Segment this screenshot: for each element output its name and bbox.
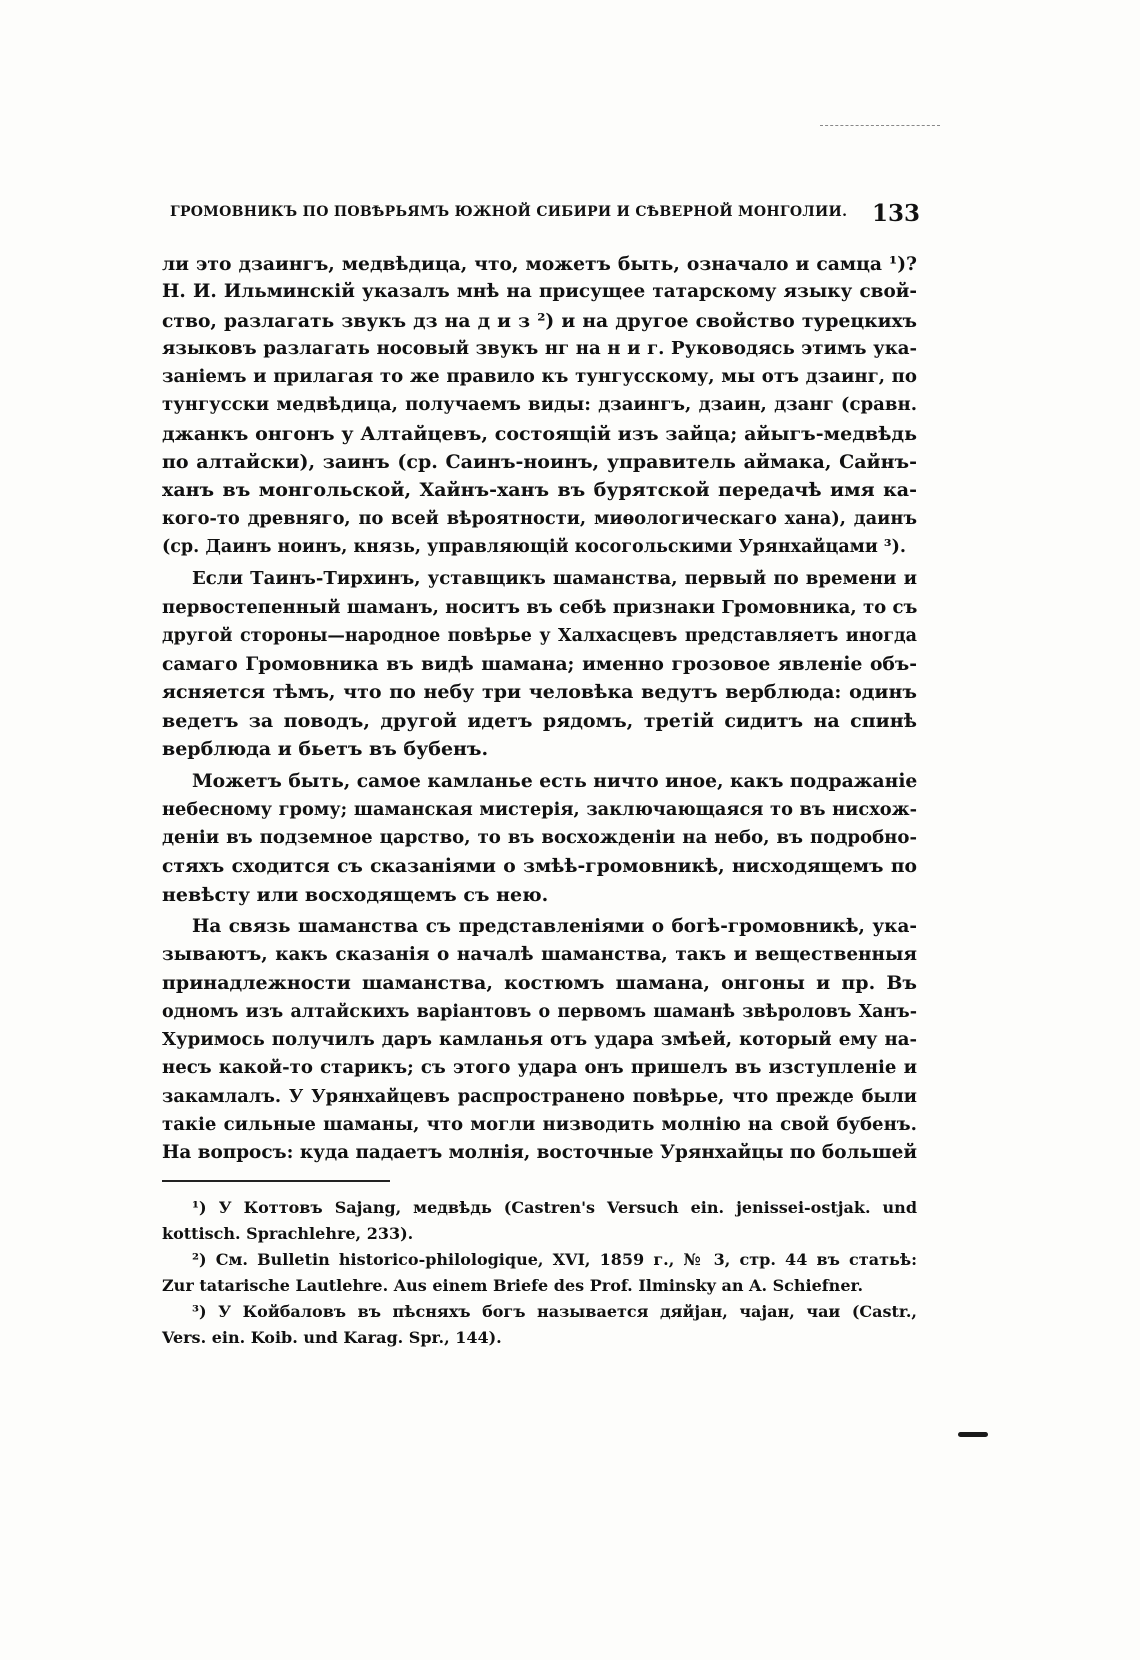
footnote-line: Zur tatarische Lautlehre. Aus einem Briefe des Prof. Ilminsky an A. Schiefner. <box>162 1276 864 1295</box>
text-line: заніемъ и прилагая то же правило къ тунгусскому, мы отъ дзаинг, по <box>162 366 917 388</box>
text-line: деніи въ подземное царство, то въ восхожденіи на небо, въ подробно- <box>162 826 917 848</box>
text-line: другой стороны—народное повѣрье у Халхасцевъ представляетъ иногда <box>162 625 917 646</box>
ink-mark <box>958 1432 988 1437</box>
text-line: Хуримось получилъ даръ камланья отъ удара змѣей, который ему на- <box>162 1029 917 1051</box>
footnote-line: ³) У Койбаловъ въ пѣсняхъ богъ называется дяйјан, чајан, чаи (Castr., <box>192 1302 917 1321</box>
text-line: самаго Громовника въ видѣ шамана; именно грозовое явленіе объ- <box>162 653 917 676</box>
footnote-line: ²) См. Bulletin historico-philologique, XVI, 1859 г., № 3, стр. 44 въ статьѣ: <box>192 1250 917 1269</box>
text-line: языковъ разлагать носовый звукъ нг на н и г. Руководясь этимъ ука- <box>162 337 917 359</box>
page-number: 133 <box>871 200 920 227</box>
text-line: На связь шаманства съ представленіями о богѣ-громовникѣ, ука- <box>192 915 917 937</box>
text-line: Если Таинъ-Тирхинъ, уставщикъ шаманства, первый по времени и <box>192 568 917 590</box>
text-line: На вопросъ: куда падаетъ молнія, восточные Урянхайцы по большей <box>162 1142 918 1164</box>
text-line: ясняется тѣмъ, что по небу три человѣка ведутъ верблюда: одинъ <box>162 681 917 704</box>
scan-artifact <box>820 125 940 128</box>
text-line: Н. И. Ильминскій указалъ мнѣ на присущее татарскому языку свой- <box>162 281 917 303</box>
text-line: ханъ въ монгольской, Хайнъ-ханъ въ бурятской передачѣ имя ка- <box>162 479 917 502</box>
text-line: джанкъ онгонъ у Алтайцевъ, состоящій изъ зайца; айыгъ-медвѣдь <box>162 422 917 445</box>
text-line: стяхъ сходится съ сказаніями о змѣѣ-громовникѣ, нисходящемъ по <box>162 855 917 878</box>
text-line: первостепенный шаманъ, носитъ въ себѣ признаки Громовника, то съ <box>162 596 918 618</box>
text-line: закамлалъ. У Урянхайцевъ распространено повѣрье, что прежде были <box>162 1085 917 1107</box>
footnote-line: kottisch. Sprachlehre, 233). <box>162 1224 414 1243</box>
text-line: ли это дзаингъ, медвѣдица, что, можетъ быть, означало и самца ¹)? <box>162 253 917 275</box>
text-line: верблюда и бьетъ въ бубенъ. <box>162 738 489 761</box>
text-line: одномъ изъ алтайскихъ варіантовъ о первомъ шаманѣ звѣроловъ Ханъ- <box>162 1001 917 1022</box>
text-line: небесному грому; шаманская мистерія, заключающаяся то въ нисхож- <box>162 798 917 820</box>
text-line: невѣсту или восходящемъ съ нею. <box>162 883 549 906</box>
footnote-line: Vers. ein. Koib. und Karag. Spr., 144). <box>162 1328 502 1347</box>
text-line: Можетъ быть, самое камланье есть ничто иное, какъ подражаніе <box>192 770 918 793</box>
text-line: ство, разлагать звукъ дз на д и з ²) и на другое свойство турецкихъ <box>162 309 917 332</box>
running-title: ГРОМОВНИКЪ ПО ПОВѢРЬЯМЪ ЮЖНОЙ СИБИРИ И СѢВЕРНОЙ МОНГОЛИИ. <box>170 204 848 220</box>
text-line: принадлежности шаманства, костюмъ шамана, онгоны и пр. Въ <box>162 972 917 995</box>
text-line: зываютъ, какъ сказанія о началѣ шаманства, такъ и вещественныя <box>162 944 917 966</box>
text-line: несъ какой-то старикъ; съ этого удара онъ пришелъ въ изступленіе и <box>162 1057 917 1079</box>
text-line: (ср. Даинъ ноинъ, князь, управляющій косогольскими Урянхайцами ³). <box>162 536 906 557</box>
text-line: кого-то древняго, по всей вѣроятности, миѳологическаго хана), даинъ <box>162 507 917 529</box>
text-line: такіе сильные шаманы, что могли низводить молнію на свой бубенъ. <box>162 1113 917 1135</box>
footnote-divider <box>162 1180 390 1182</box>
footnotes <box>162 1195 917 1351</box>
footnote-line: ¹) У Коттовъ Sajang, медвѣдь (Castren's Versuch ein. jenissei-ostjak. und <box>192 1198 917 1217</box>
text-line: по алтайски), заинъ (ср. Саинъ-ноинъ, управитель аймака, Сайнъ- <box>162 451 917 474</box>
text-line: тунгусски медвѣдица, получаемъ виды: дзаингъ, дзаин, дзанг (сравн. <box>162 394 917 416</box>
text-line: ведетъ за поводъ, другой идетъ рядомъ, третій сидитъ на спинѣ <box>162 709 917 732</box>
body-text <box>162 250 917 1168</box>
page-header <box>170 200 920 236</box>
